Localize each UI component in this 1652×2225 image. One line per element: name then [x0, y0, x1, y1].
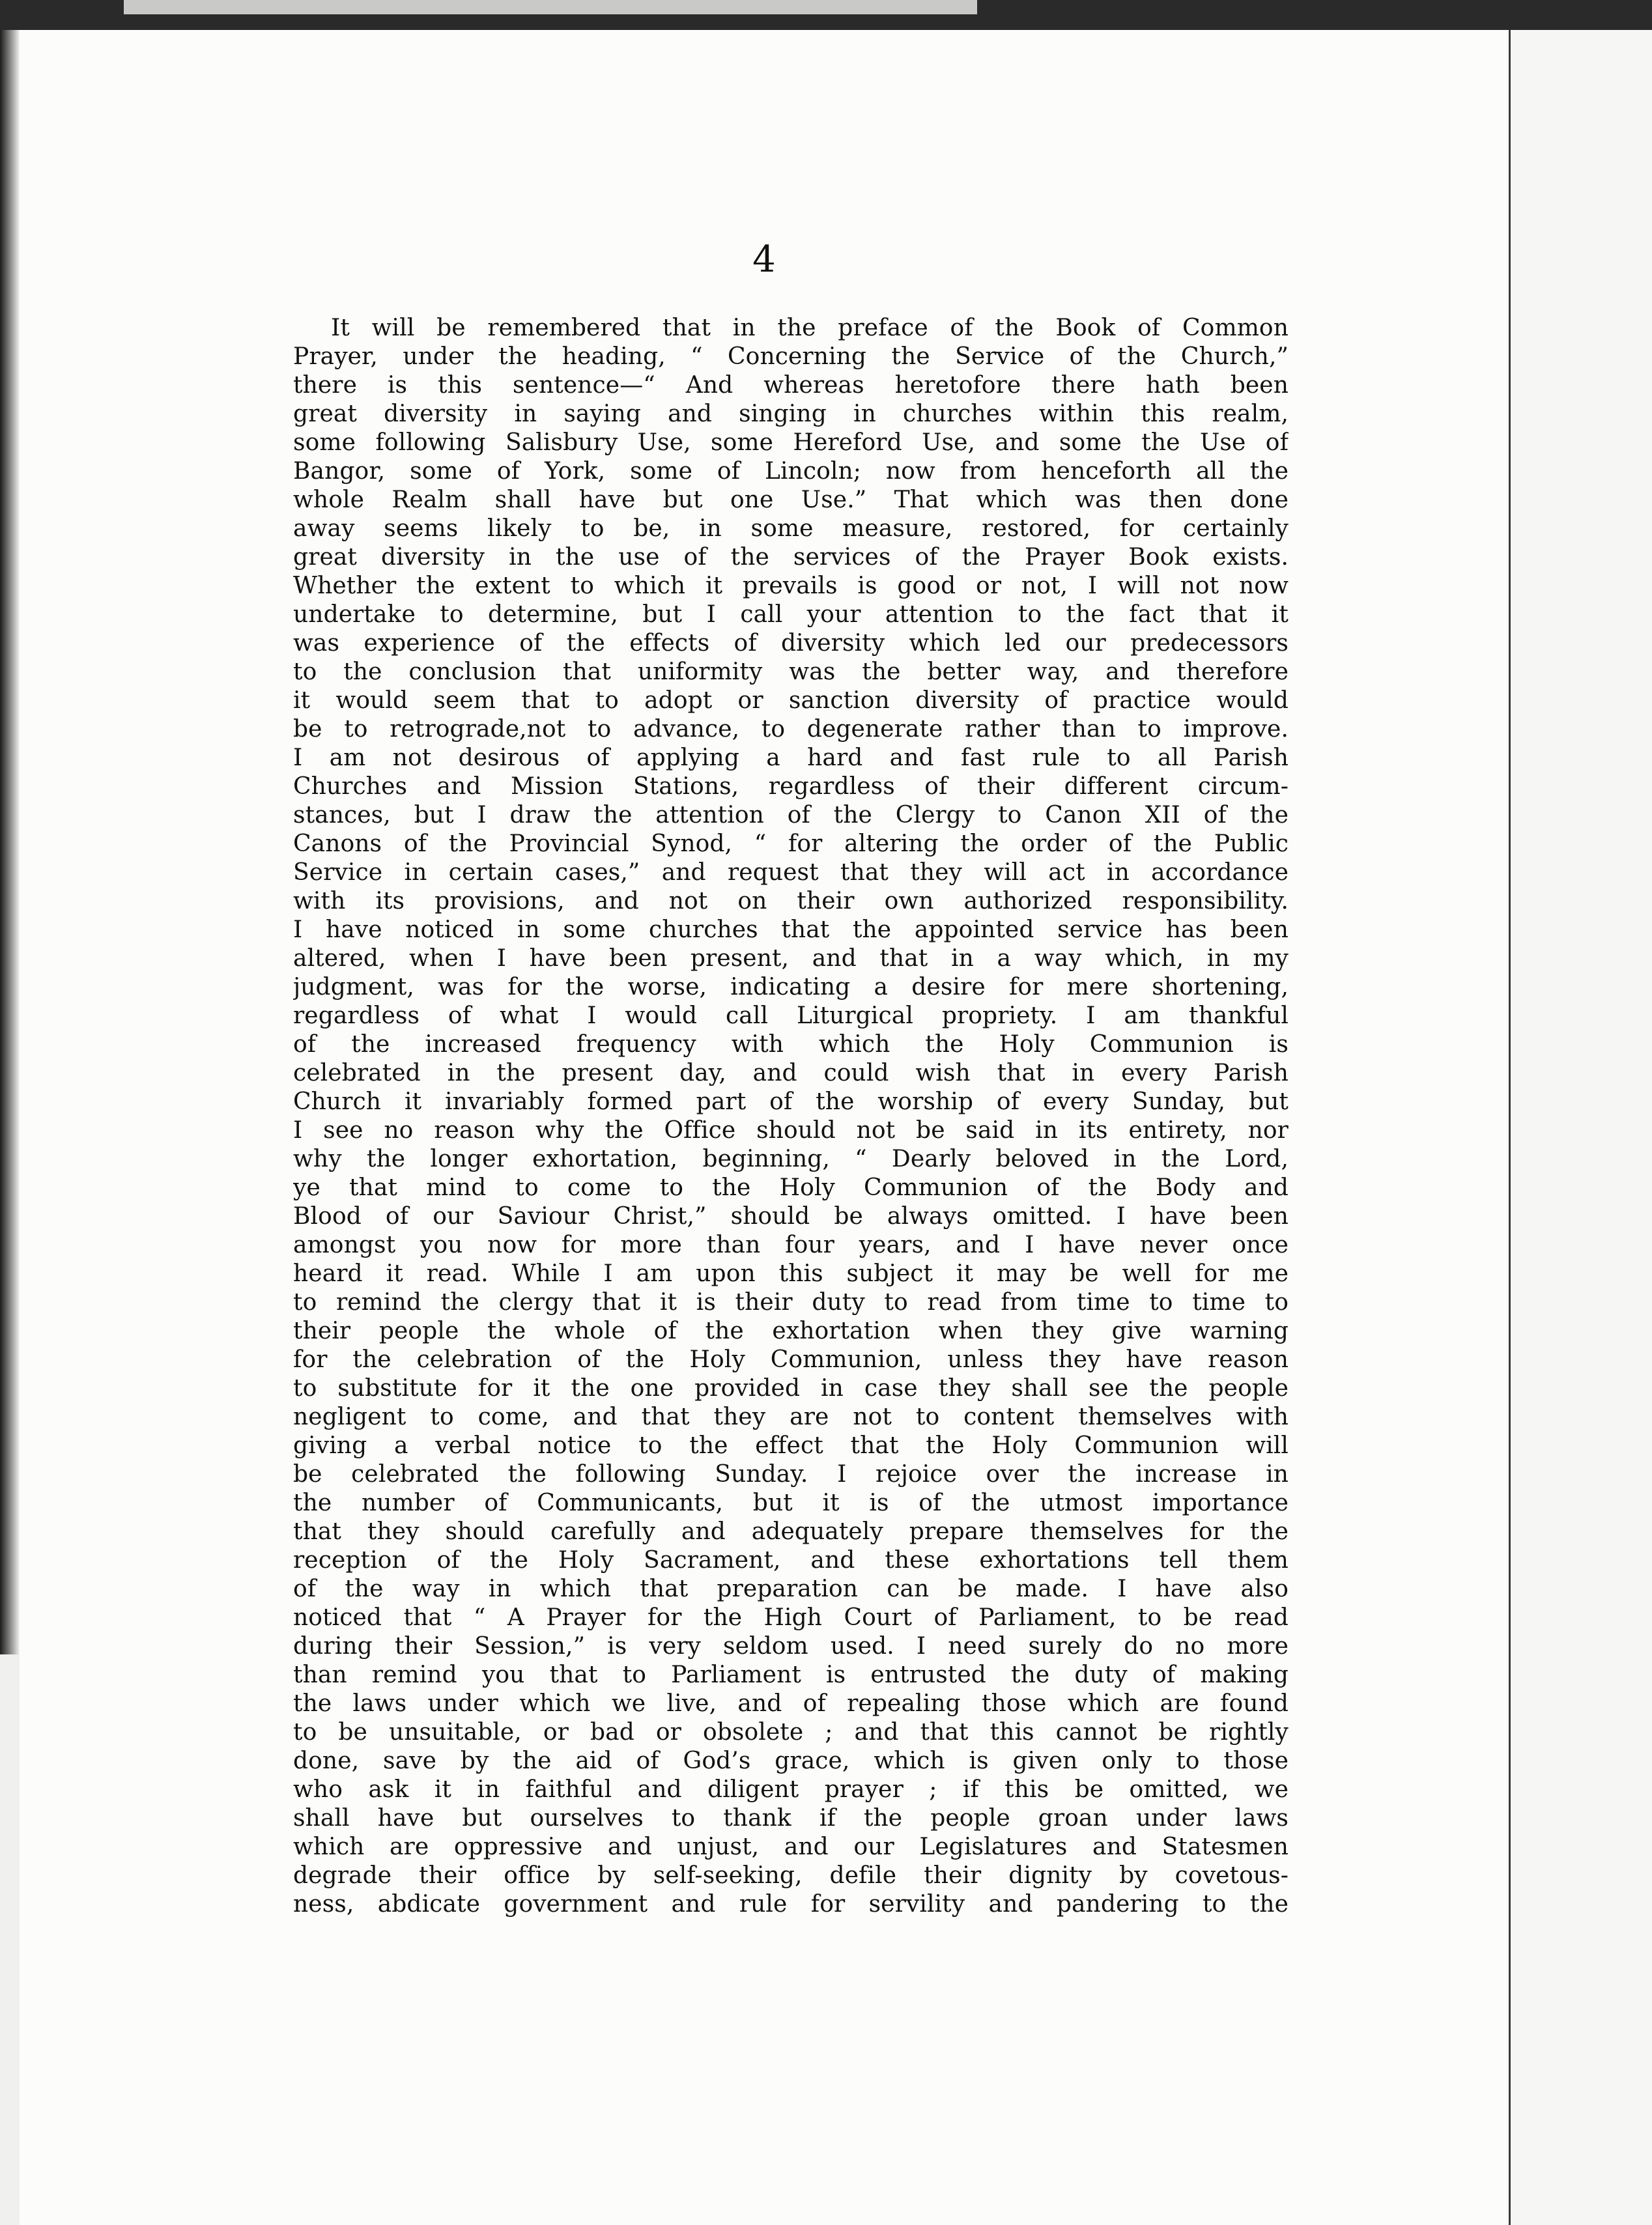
text-line: to substitute for it the one provided in case they shall see the people [293, 1375, 1289, 1402]
text-line: why the longer exhortation, beginning, “ Dearly beloved in the Lord, [293, 1146, 1289, 1172]
text-line: heard it read. While I am upon this subject it may be well for me [293, 1260, 1289, 1287]
text-line: be to retrograde,not to advance, to degenerate rather than to improve. [293, 716, 1289, 743]
text-line: for the celebration of the Holy Communion, unless they have reason [293, 1346, 1289, 1373]
text-line: Church it invariably formed part of the worship of every Sunday, but [293, 1088, 1289, 1115]
text-line: Whether the extent to which it prevails is good or not, I will not now [293, 573, 1289, 599]
text-line: shall have but ourselves to thank if the people groan under laws [293, 1805, 1289, 1832]
text-line: of the way in which that preparation can be made. I have also [293, 1576, 1289, 1602]
text-line: regardless of what I would call Liturgical propriety. I am thankful [293, 1002, 1289, 1029]
text-line: altered, when I have been present, and that in a way which, in my [293, 945, 1289, 972]
text-line: negligent to come, and that they are not to content themselves with [293, 1404, 1289, 1430]
text-line: away seems likely to be, in some measure, restored, for certainly [293, 515, 1289, 542]
text-line: great diversity in the use of the services of the Prayer Book exists. [293, 544, 1289, 571]
text-line: to the conclusion that uniformity was the better way, and therefore [293, 659, 1289, 685]
text-line: who ask it in faithful and diligent prayer ; if this be omitted, we [293, 1776, 1289, 1803]
text-line: it would seem that to adopt or sanction diversity of practice would [293, 687, 1289, 714]
text-line: there is this sentence—“ And whereas heretofore there hath been [293, 372, 1289, 399]
text-line: to remind the clergy that it is their duty to read from time to time to [293, 1289, 1289, 1316]
text-line: during their Session,” is very seldom used. I need surely do no more [293, 1633, 1289, 1660]
text-line: was experience of the effects of diversity which led our predecessors [293, 630, 1289, 657]
body-text [293, 314, 1289, 1919]
text-line: stances, but I draw the attention of the Clergy to Canon XII of the [293, 802, 1289, 829]
text-line: ness, abdicate government and rule for servility and pandering to the [293, 1891, 1289, 1918]
text-line: I see no reason why the Office should not be said in its entirety, nor [293, 1117, 1289, 1144]
page-number: 4 [752, 238, 776, 281]
text-line: amongst you now for more than four years, and I have never once [293, 1232, 1289, 1258]
text-line: judgment, was for the worse, indicating a desire for mere shortening, [293, 974, 1289, 1000]
text-line: I have noticed in some churches that the appointed service has been [293, 916, 1289, 943]
text-line: to be unsuitable, or bad or obsolete ; and that this cannot be rightly [293, 1719, 1289, 1746]
text-line: Canons of the Provincial Synod, “ for altering the order of the Public [293, 830, 1289, 857]
text-line: It will be remembered that in the preface of the Book of Common [331, 315, 1289, 341]
text-line: of the increased frequency with which the Holy Communion is [293, 1031, 1289, 1058]
document-page [20, 30, 1509, 2225]
text-line: noticed that “ A Prayer for the High Court of Parliament, to be read [293, 1604, 1289, 1631]
text-line: great diversity in saying and singing in churches within this realm, [293, 401, 1289, 427]
text-line: their people the whole of the exhortation when they give warning [293, 1318, 1289, 1344]
text-line: ye that mind to come to the Holy Communion of the Body and [293, 1174, 1289, 1201]
text-line: celebrated in the present day, and could wish that in every Parish [293, 1060, 1289, 1086]
text-line: giving a verbal notice to the effect that the Holy Communion will [293, 1432, 1289, 1459]
scan-top-strip [124, 0, 977, 14]
text-line: Bangor, some of York, some of Lincoln; now from henceforth all the [293, 458, 1289, 485]
text-line: the laws under which we live, and of repealing those which are found [293, 1690, 1289, 1717]
text-line: degrade their office by self-seeking, defile their dignity by covetous- [293, 1862, 1289, 1889]
text-line: Prayer, under the heading, “ Concerning the Service of the Church,” [293, 343, 1289, 370]
text-line: done, save by the aid of God’s grace, which is given only to those [293, 1748, 1289, 1774]
text-line: I am not desirous of applying a hard and fast rule to all Parish [293, 744, 1289, 771]
text-line: the number of Communicants, but it is of the utmost importance [293, 1490, 1289, 1516]
text-line: than remind you that to Parliament is entrusted the duty of making [293, 1662, 1289, 1688]
text-line: reception of the Holy Sacrament, and these exhortations tell them [293, 1547, 1289, 1574]
text-line: Blood of our Saviour Christ,” should be always omitted. I have been [293, 1203, 1289, 1230]
adjacent-page-edge [1509, 30, 1652, 2225]
text-line: which are oppressive and unjust, and our Legislatures and Statesmen [293, 1834, 1289, 1860]
text-line: some following Salisbury Use, some Hereford Use, and some the Use of [293, 429, 1289, 456]
text-line: with its provisions, and not on their own authorized responsibility. [293, 888, 1289, 914]
text-line: whole Realm shall have but one Use.” That which was then done [293, 487, 1289, 513]
text-line: Service in certain cases,” and request that they will act in accordance [293, 859, 1289, 886]
text-line: undertake to determine, but I call your attention to the fact that it [293, 601, 1289, 628]
text-line: be celebrated the following Sunday. I rejoice over the increase in [293, 1461, 1289, 1488]
text-line: Churches and Mission Stations, regardless of their different circum- [293, 773, 1289, 800]
text-line: that they should carefully and adequately prepare themselves for the [293, 1518, 1289, 1545]
scan-left-edge-lower [0, 1654, 20, 2225]
